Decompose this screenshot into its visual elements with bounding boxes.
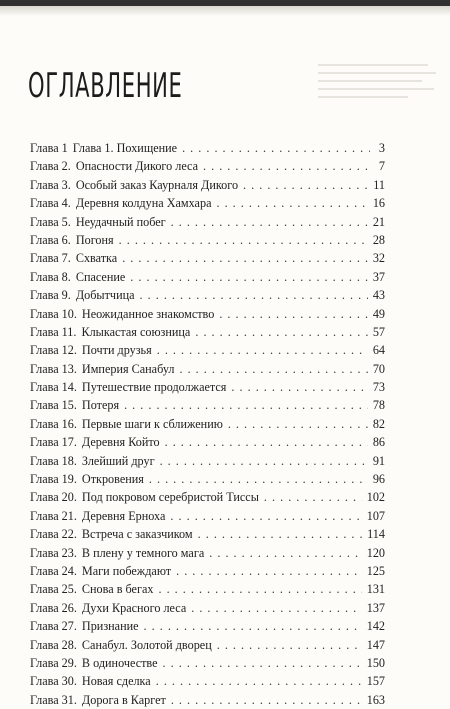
dot-leader bbox=[228, 415, 368, 433]
dot-leader bbox=[198, 525, 363, 543]
toc-entry bbox=[30, 176, 385, 194]
dot-leader bbox=[217, 636, 362, 654]
chapter-number: Глава 24. bbox=[30, 563, 77, 578]
page-number: 131 bbox=[366, 582, 385, 597]
chapter-title: Потеря bbox=[81, 398, 120, 413]
chapter-number: Глава 8. bbox=[30, 269, 71, 284]
dot-leader bbox=[191, 599, 361, 617]
toc-entry bbox=[30, 305, 385, 323]
chapter-number: Глава 22. bbox=[30, 527, 77, 542]
page-number: 49 bbox=[372, 306, 385, 321]
page-number: 21 bbox=[372, 214, 385, 229]
page-number: 114 bbox=[367, 527, 385, 542]
chapter-title: Схватка bbox=[75, 251, 118, 266]
chapter-title: Злейший друг bbox=[81, 453, 155, 468]
page-number: 102 bbox=[366, 490, 385, 505]
toc-entry bbox=[30, 378, 385, 396]
page-number: 137 bbox=[366, 600, 385, 615]
chapter-number: Глава 16. bbox=[30, 416, 77, 431]
page-number: 43 bbox=[372, 288, 385, 303]
toc-entry bbox=[30, 231, 385, 249]
toc-entry bbox=[30, 213, 385, 231]
page-number: 32 bbox=[372, 251, 385, 266]
toc-entry bbox=[30, 507, 385, 525]
chapter-title: Снова в бегах bbox=[81, 582, 154, 597]
chapter-title: Империя Санабул bbox=[81, 361, 175, 376]
chapter-number: Глава 9. bbox=[30, 288, 71, 303]
chapter-title: Клыкастая союзница bbox=[81, 324, 191, 339]
chapter-title: Встреча с заказчиком bbox=[81, 527, 193, 542]
page-number: 78 bbox=[372, 398, 385, 413]
toc-entry bbox=[30, 599, 385, 617]
chapter-title: В одиночестве bbox=[81, 655, 158, 670]
chapter-number: Глава 26. bbox=[30, 600, 77, 615]
page-number: 64 bbox=[372, 343, 385, 358]
chapter-title: Первые шаги к сближению bbox=[81, 416, 223, 431]
chapter-number: Глава 30. bbox=[30, 674, 77, 689]
toc-entry bbox=[30, 157, 385, 175]
chapter-number: Глава 10. bbox=[30, 306, 77, 321]
dot-leader bbox=[158, 580, 361, 598]
chapter-number: Глава 29. bbox=[30, 655, 77, 670]
dot-leader bbox=[144, 617, 362, 635]
chapter-number: Глава 25. bbox=[30, 582, 77, 597]
dot-leader bbox=[243, 176, 368, 194]
chapter-number: Глава 6. bbox=[30, 232, 71, 247]
chapter-number: Глава 13. bbox=[30, 361, 77, 376]
chapter-number: Глава 17. bbox=[30, 435, 77, 450]
toc-entry bbox=[30, 415, 385, 433]
dot-leader bbox=[130, 268, 368, 286]
toc-entry bbox=[30, 341, 385, 359]
toc-entry bbox=[30, 470, 385, 488]
chapter-number: Глава 18. bbox=[30, 453, 77, 468]
toc-entry bbox=[30, 580, 385, 598]
page-number: 120 bbox=[366, 545, 385, 560]
dot-leader bbox=[171, 213, 368, 231]
dot-leader bbox=[157, 341, 368, 359]
toc-entry bbox=[30, 691, 385, 709]
chapter-title: Спасение bbox=[75, 269, 126, 284]
page-number: 82 bbox=[372, 416, 385, 431]
dot-leader bbox=[182, 139, 370, 157]
chapter-title: Путешествие продолжается bbox=[81, 380, 227, 395]
chapter-title: Глава 1. Похищение bbox=[72, 141, 178, 155]
page-number: 147 bbox=[366, 637, 385, 652]
toc-entry bbox=[30, 268, 385, 286]
chapter-title: Под покровом серебристой Тиссы bbox=[81, 490, 259, 505]
chapter-title: Опасности Дикого леса bbox=[75, 159, 199, 174]
bleed-through-text bbox=[318, 64, 438, 104]
dot-leader bbox=[231, 378, 367, 396]
chapter-title: Неудачный побег bbox=[75, 214, 166, 229]
page-shadow bbox=[0, 6, 450, 16]
page-number: 37 bbox=[372, 269, 385, 284]
toc-entry bbox=[30, 396, 385, 414]
chapter-number: Глава 20. bbox=[30, 490, 77, 505]
page-number: 16 bbox=[372, 196, 385, 211]
chapter-title: Неожиданное знакомство bbox=[81, 306, 215, 321]
chapter-title: Добытчица bbox=[75, 288, 135, 303]
toc-entry bbox=[30, 194, 385, 212]
chapter-number: Глава 7. bbox=[30, 251, 71, 266]
dot-leader bbox=[219, 305, 367, 323]
toc-entry bbox=[30, 488, 385, 506]
chapter-title: Новая сделка bbox=[81, 674, 151, 689]
toc-entry bbox=[30, 654, 385, 672]
chapter-title: Духи Красного леса bbox=[81, 600, 187, 615]
page-number: 107 bbox=[366, 508, 385, 523]
page-number: 150 bbox=[366, 655, 385, 670]
toc-entry bbox=[30, 525, 385, 543]
chapter-number: Глава 27. bbox=[30, 619, 77, 634]
dot-leader bbox=[203, 157, 370, 175]
dot-leader bbox=[149, 470, 368, 488]
dot-leader bbox=[264, 488, 362, 506]
chapter-title: Дорога в Каргет bbox=[81, 692, 166, 707]
chapter-title: Почти друзья bbox=[81, 343, 152, 358]
toc-entry bbox=[30, 323, 385, 341]
chapter-title: Маги побеждают bbox=[81, 563, 172, 578]
page-number: 73 bbox=[372, 380, 385, 395]
page-number: 57 bbox=[372, 324, 385, 339]
chapter-number: Глава 28. bbox=[30, 637, 77, 652]
page-number: 70 bbox=[372, 361, 385, 376]
chapter-number: Глава 5. bbox=[30, 214, 71, 229]
dot-leader bbox=[195, 323, 367, 341]
toc-entry bbox=[30, 286, 385, 304]
page-number: 7 bbox=[378, 159, 385, 174]
chapter-title: Деревня колдуна Хамхара bbox=[75, 196, 212, 211]
chapter-number: Глава 1 bbox=[30, 141, 68, 155]
dot-leader bbox=[170, 507, 361, 525]
chapter-title: Деревня Който bbox=[81, 435, 160, 450]
chapter-title: Санабул. Золотой дворец bbox=[81, 637, 212, 652]
chapter-number: Глава 14. bbox=[30, 380, 77, 395]
chapter-number: Глава 2. bbox=[30, 159, 71, 174]
chapter-title: Признание bbox=[81, 619, 139, 634]
chapter-number: Глава 31. bbox=[30, 692, 77, 707]
toc-entry bbox=[30, 360, 385, 378]
toc-entry bbox=[30, 672, 385, 690]
chapter-number: Глава 12. bbox=[30, 343, 77, 358]
page-number: 142 bbox=[366, 619, 385, 634]
chapter-number: Глава 11. bbox=[30, 324, 77, 339]
chapter-title: Деревня Ерноха bbox=[81, 508, 166, 523]
chapter-title: В плену у темного мага bbox=[81, 545, 205, 560]
dot-leader bbox=[163, 654, 362, 672]
dot-leader bbox=[179, 360, 367, 378]
dot-leader bbox=[209, 544, 361, 562]
chapter-number: Глава 4. bbox=[30, 196, 71, 211]
toc-entry bbox=[30, 452, 385, 470]
chapter-number: Глава 19. bbox=[30, 472, 77, 487]
toc-entry bbox=[30, 617, 385, 635]
page-number: 96 bbox=[372, 472, 385, 487]
dot-leader bbox=[124, 396, 368, 414]
chapter-number: Глава 3. bbox=[30, 177, 71, 192]
dot-leader bbox=[122, 249, 368, 267]
chapter-number: Глава 21. bbox=[30, 508, 77, 523]
toc-entry bbox=[30, 636, 385, 654]
chapter-title: Погоня bbox=[75, 232, 114, 247]
dot-leader bbox=[160, 452, 368, 470]
page-number: 3 bbox=[378, 141, 385, 155]
page-number: 125 bbox=[366, 563, 385, 578]
page-number: 91 bbox=[372, 453, 385, 468]
chapter-number: Глава 15. bbox=[30, 398, 77, 413]
toc-entry bbox=[30, 433, 385, 451]
page-number: 28 bbox=[372, 232, 385, 247]
dot-leader bbox=[140, 286, 368, 304]
page-title: ОГЛАВЛЕНИЕ bbox=[28, 66, 183, 106]
dot-leader bbox=[216, 194, 367, 212]
toc-entry bbox=[30, 249, 385, 267]
page-number: 157 bbox=[366, 674, 385, 689]
dot-leader bbox=[156, 672, 362, 690]
dot-leader bbox=[165, 433, 368, 451]
page-number: 86 bbox=[372, 435, 385, 450]
toc-entry bbox=[30, 139, 385, 157]
chapter-title: Особый заказ Каурналя Дикого bbox=[75, 177, 239, 192]
toc-entry bbox=[30, 562, 385, 580]
page-number: 163 bbox=[366, 692, 385, 707]
dot-leader bbox=[176, 562, 362, 580]
chapter-title: Откровения bbox=[81, 472, 144, 487]
toc-entry bbox=[30, 544, 385, 562]
dot-leader bbox=[171, 691, 362, 709]
chapter-number: Глава 23. bbox=[30, 545, 77, 560]
page-number: 11 bbox=[373, 177, 385, 192]
table-of-contents bbox=[30, 139, 385, 709]
dot-leader bbox=[119, 231, 368, 249]
